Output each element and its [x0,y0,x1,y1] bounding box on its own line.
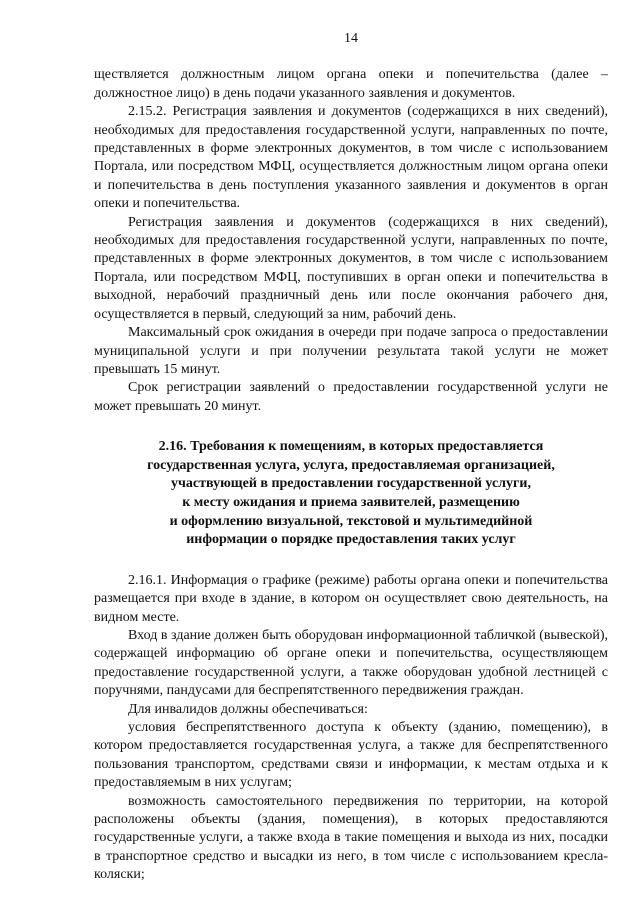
paragraph-access-conditions: условия беспрепятственного доступа к объекту (зданию, помещению), в котором предоставляется государственная услуга, а также для беспрепятственного пользования транспортом, средствами связи и информации, к местам отдыха и к предоставляемым в них услугам; [94,719,608,791]
paragraph-continuation: ществляется должностным лицом органа опеки и попечительства (далее – должностное лицо) в день подачи указанного заявления и документов. [94,67,608,101]
paragraph-independent-movement: возможность самостоятельного передвижения по территории, на которой расположены объекты (здания, помещения), в которых предоставляются государственные услуги, а также входа в такие помещения и выхода из них, посадки в транспортное средство и высадки из него, в том числе с использованием кресла-коляски; [94,793,608,883]
heading-line: информации о порядке предоставления таких услуг [186,532,516,548]
paragraph-registration-time: Срок регистрации заявлений о предоставлении государственной услуги не может превышать 20 минут. [94,380,608,414]
heading-line: 2.16. Требования к помещениям, в которых предоставляется [158,439,544,455]
page-number: 14 [344,31,358,46]
section-2-16-text [94,572,608,885]
paragraph-2-15-2: 2.15.2. Регистрация заявления и документов (содержащихся в них сведений), необходимых для предоставления государственной услуги, направленных по почте, представленных в форме электронных документов, в том числе с использованием Портала, или посредством МФЦ, осуществляется должностным лицом органа опеки и попечительства в день поступления указанного заявления и документов в орган опеки и попечительства. [94,104,608,212]
paragraph-max-wait-time: Максимальный срок ожидания в очереди при подаче запроса о предоставлении муниципальной услуги и при получении результата такой услуги не может превышать 15 минут. [94,325,608,377]
paragraph-2-16-1: 2.16.1. Информация о графике (режиме) работы органа опеки и попечительства размещается при входе в здание, в котором он осуществляет свою деятельность, на видном месте. [94,572,608,625]
paragraph-disabled-provisions: Для инвалидов должны обеспечиваться: [128,701,368,717]
section-2-16-heading [94,438,608,550]
heading-line: государственная услуга, услуга, предоставляемая организацией, [147,457,555,473]
paragraph-entrance-sign: Вход в здание должен быть оборудован информационной табличкой (вывеской), содержащей информацию об органе опеки и попечительства, осуществляющем предоставление государственной услуги, а также оборудован удобной лестницей с поручнями, пандусами для беспрепятственного передвижения граждан. [94,627,608,699]
heading-line: участвующей в предоставлении государственной услуги, [171,476,531,492]
section-2-15-text [94,66,608,416]
paragraph-registration-holidays: Регистрация заявления и документов (содержащихся в них сведений), необходимых для предоставления государственной услуги, направленных по почте, представленных в форме электронных документов, в том числе с использованием Портала, или посредством МФЦ, поступивших в орган опеки и попечительства в выходной, нерабочий праздничный день или после окончания рабочего дня, осуществляется в первый, следующий за ним, рабочий день. [94,214,608,322]
heading-line: к месту ожидания и приема заявителей, размещению [182,494,520,510]
heading-line: и оформлению визуальной, текстовой и мультимедийной [169,513,533,529]
